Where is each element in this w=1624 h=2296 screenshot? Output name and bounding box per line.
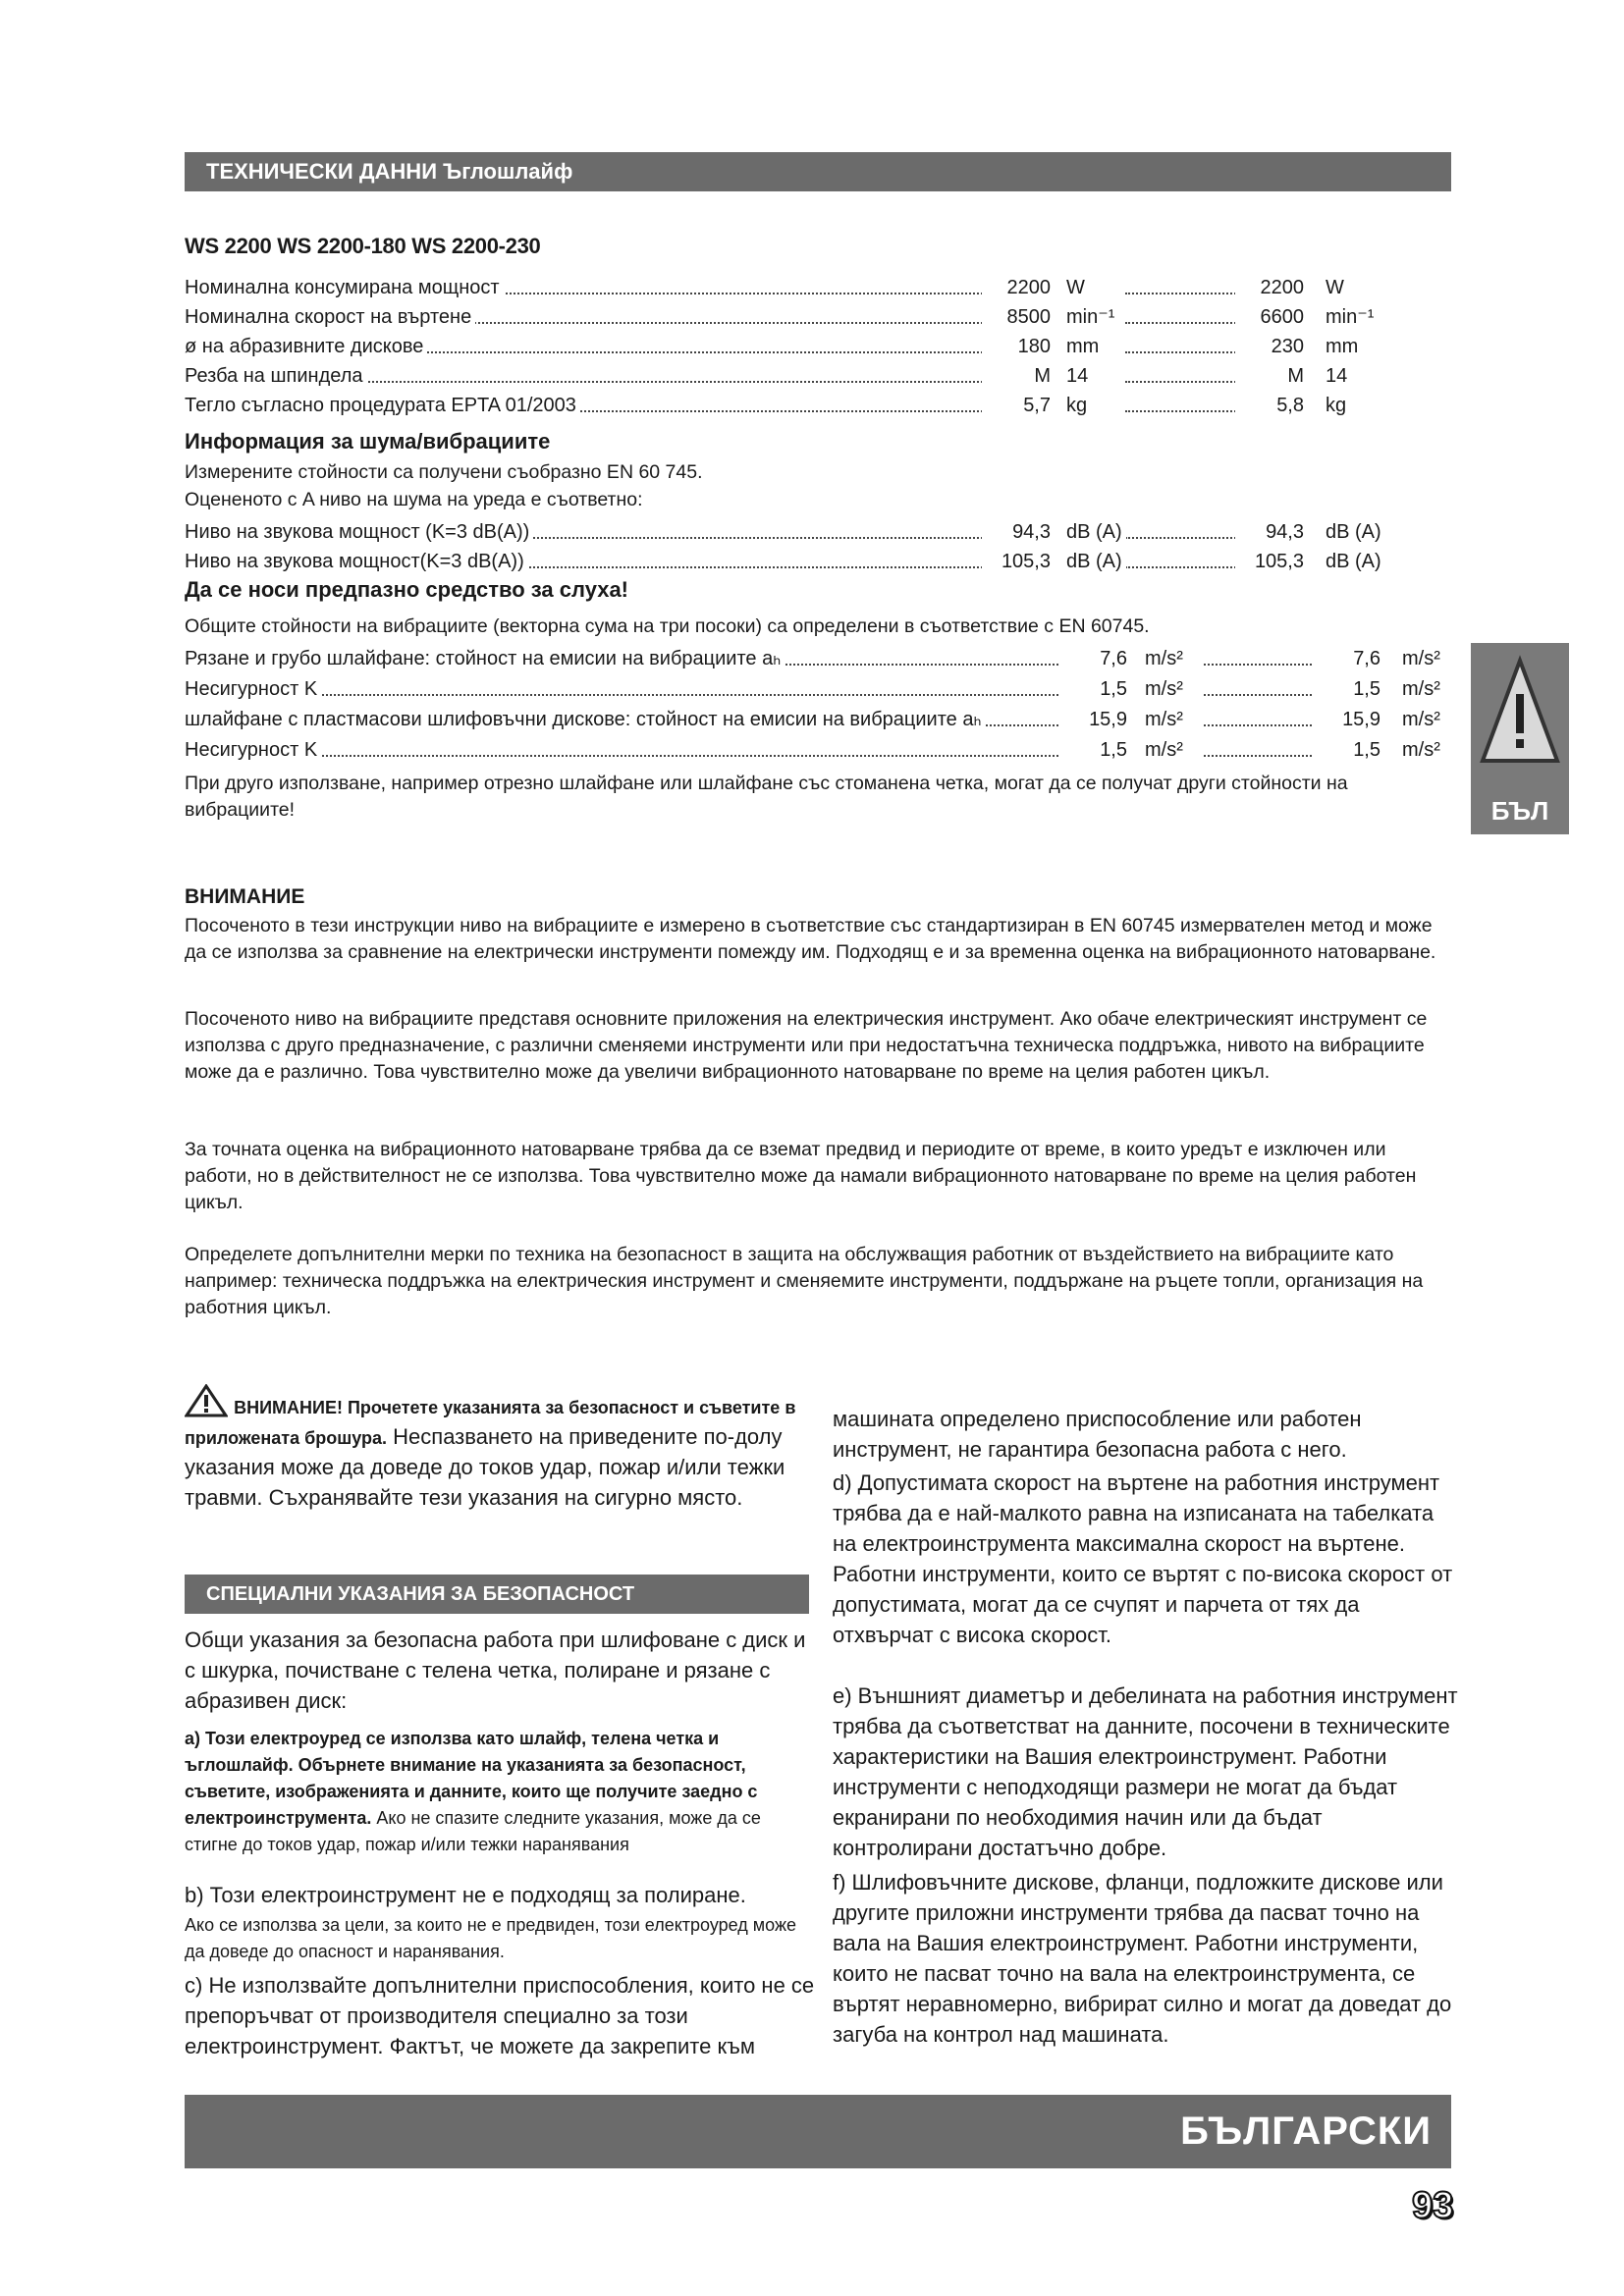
row-v1: 1,5 <box>1058 674 1127 704</box>
row-u2: dB (A) <box>1326 521 1381 543</box>
general-safety-intro: Общи указания за безопасна работа при шлифоване с диск и с шкурка, почистване с телена четка, полиране и рязане с абразивен диск: <box>185 1628 806 1713</box>
vibration-intro: Общите стойности на вибрациите (векторна сума на три посоки) са определени в съответствие с EN 60745. <box>185 615 1150 637</box>
row-label: Рязане и грубо шлайфане: стойност на емисии на вибрациите aₕ <box>185 644 785 673</box>
model-list: WS 2200 WS 2200-180 WS 2200-230 <box>185 234 541 258</box>
data-row <box>185 391 1402 420</box>
safety-warning-bold: ВНИМАНИЕ! Прочетете указанията за безопасност и съветите в приложената брошура. <box>185 1398 796 1448</box>
row-v2: 7,6 <box>1312 644 1380 673</box>
row-v1: 2200 <box>982 273 1051 302</box>
data-row <box>185 674 1440 704</box>
data-row <box>185 517 1402 547</box>
vibration-note: При друго използване, например отрезно шлайфане или шлайфане със стоманена четка, могат да се получат други стойности на вибрациите! <box>185 773 1348 821</box>
safety-item-c <box>185 1970 818 2061</box>
safety-item-e-bold: e) Външният диаметър и дебелината на работния инструмент трябва да съответстват на данните, посочени в техническите характеристики на Вашия електроинструмент. <box>833 1683 1458 1769</box>
row-u2: W <box>1326 277 1344 298</box>
safety-item-c-bold: c) Не използвайте допълнителни приспособления, които не се препоръчват от производителя специално за този електроинструмент. <box>185 1973 815 2058</box>
language-side-tab <box>1471 643 1569 834</box>
row-u1: m/s² <box>1145 674 1187 704</box>
row-v1: 5,7 <box>982 391 1051 420</box>
safety-item-c-text: Фактът, че можете да закрепите към <box>389 2034 755 2058</box>
safety-item-b-text: Ако се използва за цели, за които не е предвиден, този електроуред може да доведе до опасност и наранявания. <box>185 1915 797 1961</box>
row-label: ø на абразивните дискове <box>185 332 427 361</box>
safety-item-a-text: Ако не спазите следните указания, може да се стигне до токов удар, пожар и/или тежки наранявания <box>185 1808 761 1854</box>
noise-line-1: Измерените стойности са получени съобразно EN 60 745. <box>185 461 703 483</box>
safety-item-e <box>833 1681 1461 1863</box>
row-v2: 94,3 <box>1235 517 1304 547</box>
safety-item-f-bold: f) Шлифовъчните дискове, фланци, подложките дискове или другите приложни инструменти трябва да пасват точно на вала на Вашия електроинструмент. <box>833 1870 1443 1955</box>
row-u1: mm <box>1066 332 1103 361</box>
row-v1: 94,3 <box>982 517 1051 547</box>
row-v2: 5,8 <box>1235 391 1304 420</box>
footer-language-bar <box>185 2095 1451 2168</box>
data-row <box>185 547 1402 576</box>
row-v2: 230 <box>1235 332 1304 361</box>
row-label: Тегло съгласно процедурата EPTA 01/2003 <box>185 391 580 420</box>
safety-warning-block <box>185 1384 818 1513</box>
row-u2: mm <box>1326 336 1359 357</box>
warning-triangle-icon <box>1479 653 1561 780</box>
data-row <box>185 332 1402 361</box>
safety-item-b-title: b) Този електроинструмент не е подходящ за полиране. <box>185 1883 746 1907</box>
row-v1: 1,5 <box>1058 735 1127 765</box>
row-v1: 15,9 <box>1058 705 1127 734</box>
data-row <box>185 735 1440 765</box>
row-u1: W <box>1066 273 1089 302</box>
safety-intro-right: машината определено приспособление или работен инструмент, не гарантира безопасна работа с него. <box>833 1407 1362 1462</box>
row-v2: M <box>1235 361 1304 391</box>
row-u1: dB (A) <box>1066 517 1126 547</box>
row-label: Резба на шпиндела <box>185 361 367 391</box>
data-row <box>185 273 1402 302</box>
row-v1: M <box>982 361 1051 391</box>
noise-line-2: Оцененото с A ниво на шума на уреда е съответно: <box>185 489 643 510</box>
data-row <box>185 644 1440 673</box>
attention-paragraph-1: Посоченото в тези инструкции ниво на вибрациите е измерено в съответствие със стандартизиран в EN 60745 измервателен метод и може да се използва за сравнение на електрически инструменти помежду им. Подходящ е и за временна оценка на вибрационното натоварване. <box>185 915 1436 963</box>
footer-language-label: БЪЛГАРСКИ <box>1180 2109 1432 2153</box>
row-label: Номинална скорост на въртене <box>185 302 475 332</box>
section-title-technical-data: ТЕХНИЧЕСКИ ДАННИ Ъглошлайф <box>185 152 1451 191</box>
attention-paragraph-2: Посоченото ниво на вибрациите представя основните приложения на електрическия инструмент. Ако обаче електрическият инструмент се използва с друго предназначение, с различни сменяеми инструменти или при недостатъчна техническа поддръжка, нивото на вибрациите може да е различно. Това чувствително може да увеличи вибрационното натоварване по време на целия работен цикъл. <box>185 1008 1428 1083</box>
attention-paragraph-4: Определете допълнителни мерки по техника на безопасност в защита на обслужващия работник от въздействието на вибрациите като например: техническа поддръжка на електрическия инструмент и сменяемите инструменти, поддържане на ръцете топли, организация на работния цикъл. <box>185 1244 1424 1318</box>
row-u1: dB (A) <box>1066 547 1126 576</box>
row-v1: 7,6 <box>1058 644 1127 673</box>
row-v2: 1,5 <box>1312 674 1380 704</box>
hearing-protection-warning: Да се носи предпазно средство за слуха! <box>185 577 628 602</box>
row-u1: kg <box>1066 391 1091 420</box>
row-v2: 15,9 <box>1312 705 1380 734</box>
row-v2: 105,3 <box>1235 547 1304 576</box>
row-label: шлайфане с пластмасови шлифовъчни дискове: стойност на емисии на вибрациите aₕ <box>185 705 986 734</box>
row-u2: m/s² <box>1402 739 1440 761</box>
row-label: Ниво на звукова мощност(K=3 dB(A)) <box>185 547 528 576</box>
row-v1: 8500 <box>982 302 1051 332</box>
safety-item-f-text: Работни инструменти, които не пасват точно на вала на електроинструмента, се въртят неравномерно, вибрират силно и могат да доведат до загуба на контрол над машината. <box>833 1931 1452 2047</box>
side-tab-label: БЪЛ <box>1490 796 1549 826</box>
attention-paragraph-3: За точната оценка на вибрационното натоварване трябва да се вземат предвид и периодите от време, в които уредът е изключен или работи, но в действителност не се използва. Това чувствително може да намали вибрационното натоварване по време на целия работен цикъл. <box>185 1139 1417 1213</box>
row-u1: m/s² <box>1145 735 1187 765</box>
page-number: 93 <box>1412 2185 1454 2226</box>
safety-item-e-text: Работни инструменти с неподходящи размери не могат да бъдат екранирани по необходимия начин или да бъдат контролирани достатъчно добре. <box>833 1744 1398 1860</box>
safety-item-f <box>833 1867 1461 2050</box>
row-u1: m/s² <box>1145 705 1187 734</box>
row-u2: 14 <box>1326 365 1348 387</box>
row-u1: 14 <box>1066 361 1092 391</box>
safety-item-a <box>185 1726 818 1858</box>
row-u2: m/s² <box>1402 648 1440 669</box>
attention-heading: ВНИМАНИЕ <box>185 885 305 908</box>
row-v2: 2200 <box>1235 273 1304 302</box>
row-label: Несигурност K <box>185 735 321 765</box>
row-label: Несигурност K <box>185 674 321 704</box>
row-label: Ниво на звукова мощност (K=3 dB(A)) <box>185 517 533 547</box>
row-u2: kg <box>1326 395 1347 416</box>
safety-item-a-bold: а) Този електроуред се използва като шлайф, телена четка и ъглошлайф. Обърнете внимание на указанията за безопасност, съветите, изображенията и данните, които ще получите заедно с електроинструмента. <box>185 1729 758 1828</box>
safety-item-d-bold: d) Допустимата скорост на въртене на работния инструмент трябва да е най-малкото равна на изписаната на табелката на електроинструмента максимална скорост на въртене. <box>833 1470 1440 1556</box>
data-row <box>185 302 1402 332</box>
row-u2: m/s² <box>1402 709 1440 730</box>
row-v1: 180 <box>982 332 1051 361</box>
row-v1: 105,3 <box>982 547 1051 576</box>
row-u2: dB (A) <box>1326 551 1381 572</box>
row-u2: m/s² <box>1402 678 1440 700</box>
warning-triangle-icon <box>185 1384 228 1417</box>
row-u1: m/s² <box>1145 644 1187 673</box>
safety-warning-text: Неспазването на приведените по-долу указания може да доведе до токов удар, пожар и/или тежки травми. Съхранявайте тези указания на сигурно място. <box>185 1424 785 1510</box>
data-row <box>185 705 1440 734</box>
row-v2: 1,5 <box>1312 735 1380 765</box>
row-u1: min⁻¹ <box>1066 302 1118 332</box>
safety-item-d <box>833 1468 1461 1650</box>
data-row <box>185 361 1402 391</box>
row-v2: 6600 <box>1235 302 1304 332</box>
row-u2: min⁻¹ <box>1326 306 1375 328</box>
noise-heading: Информация за шума/вибрациите <box>185 429 551 454</box>
safety-item-d-text: Работни инструменти, които се въртят с по-висока скорост от допустимата, могат да се счупят и парчета от тях да отхвърчат с висока скорост. <box>833 1562 1453 1647</box>
row-label: Номинална консумирана мощност <box>185 273 504 302</box>
special-safety-title: СПЕЦИАЛНИ УКАЗАНИЯ ЗА БЕЗОПАСНОСТ <box>185 1575 809 1614</box>
